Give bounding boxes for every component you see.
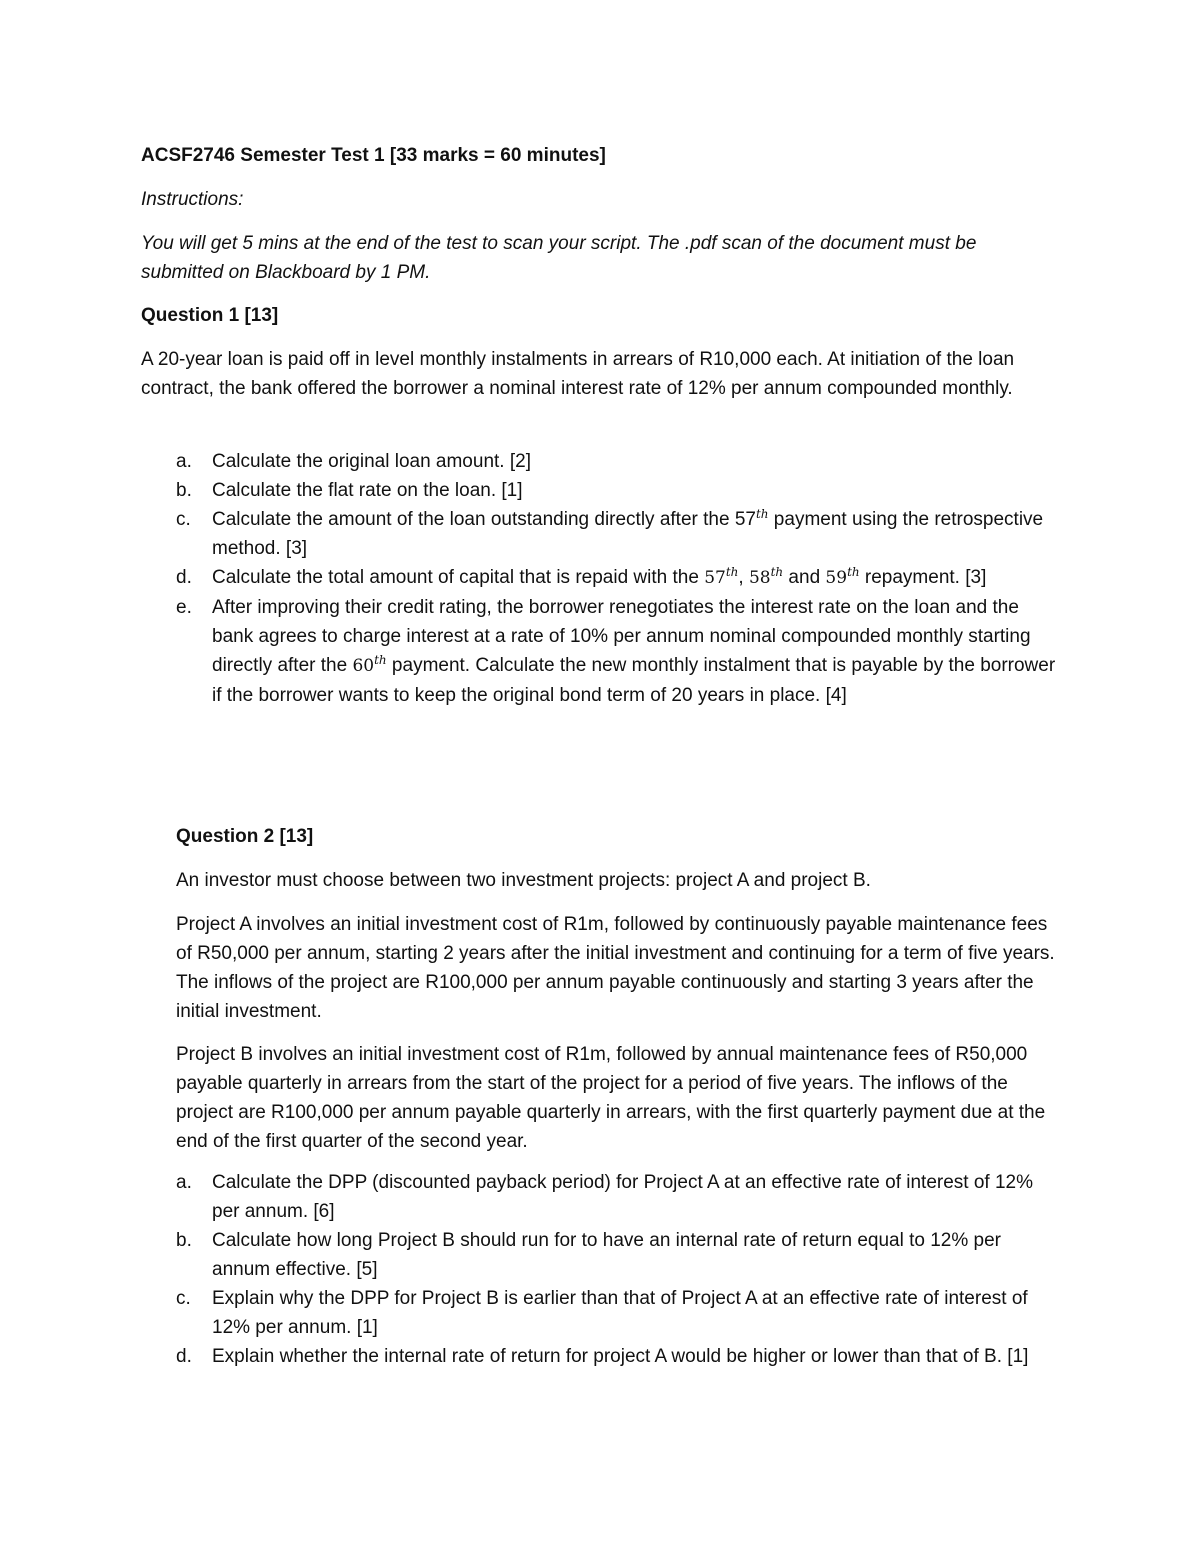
ordinal-number: 59	[825, 568, 848, 588]
item-text: Explain whether the internal rate of return for project A would be higher or lower than that of B. [1]	[212, 1346, 1029, 1367]
item-letter: c.	[176, 1288, 191, 1309]
item-text-post: payment. Calculate the new monthly instalment that is payable by the borrower if the borrower wants to keep the original bond term of 20 years in place. [4]	[212, 655, 1056, 706]
item-letter: b.	[176, 480, 192, 501]
question1-item-c	[176, 505, 1056, 563]
question2-item-d	[176, 1342, 1061, 1371]
item-text: Calculate the flat rate on the loan. [1]	[212, 480, 523, 501]
document-title: ACSF2746 Semester Test 1 [33 marks = 60 minutes]	[141, 145, 606, 166]
item-text-pre: Calculate the total amount of capital that is repaid with the	[212, 567, 705, 588]
item-text-mid: and	[783, 567, 826, 588]
item-text-post: payment using the retrospective method. [3]	[212, 509, 1044, 559]
project-b-description: Project B involves an initial investment cost of R1m, followed by annual maintenance fees of R50,000 payable quarterly in arrears from the start of the project for a period of five years. The inflows of the project are R100,000 per annum payable quarterly in arrears, with the first quarterly payment due at the end of the first quarter of the second year.	[176, 1044, 1046, 1152]
item-letter: d.	[176, 567, 192, 588]
question1-item-a	[176, 447, 1056, 476]
item-text: Explain why the DPP for Project B is earlier than that of Project A at an effective rate of interest of 12% per annum. [1]	[212, 1288, 1028, 1338]
question2-intro: An investor must choose between two investment projects: project A and project B.	[176, 870, 871, 891]
ordinal-suffix: th	[374, 653, 387, 667]
question2-items	[176, 1168, 1061, 1371]
question1-item-d	[176, 563, 1056, 593]
question2-heading: Question 2 [13]	[176, 826, 314, 847]
question1-heading: Question 1 [13]	[141, 305, 279, 326]
ordinal-number: 57	[704, 568, 726, 588]
question2-item-b	[176, 1226, 1061, 1284]
ordinal-suffix: th	[847, 565, 860, 579]
instructions-text: You will get 5 mins at the end of the test to scan your script. The .pdf scan of the document must be submitted on Blackboard by 1 PM.	[141, 233, 977, 283]
question1-item-b	[176, 476, 1056, 505]
question1-items	[176, 447, 1056, 710]
ordinal-suffix: th	[725, 565, 739, 579]
item-text-pre: After improving their credit rating, the borrower renegotiates the interest rate on the loan and the bank agrees to charge interest at a rate of 10% per annum nominal compounded monthly starting directly after the	[212, 597, 1031, 676]
item-letter: e.	[176, 597, 192, 618]
ordinal-suffix: th	[770, 565, 784, 579]
item-text-post: repayment. [3]	[859, 567, 987, 588]
item-text-mid: ,	[738, 567, 749, 588]
ordinal-number: 60	[352, 656, 375, 676]
item-letter: a.	[176, 1172, 192, 1193]
item-letter: b.	[176, 1230, 192, 1251]
question2-item-a	[176, 1168, 1061, 1226]
item-letter: c.	[176, 509, 191, 530]
ordinal-number: 58	[748, 568, 771, 588]
item-text: Calculate the DPP (discounted payback period) for Project A at an effective rate of interest of 12% per annum. [6]	[212, 1172, 1033, 1222]
question2-item-c	[176, 1284, 1061, 1342]
item-letter: d.	[176, 1346, 192, 1367]
instructions-label: Instructions:	[141, 189, 244, 210]
question1-intro: A 20-year loan is paid off in level monthly instalments in arrears of R10,000 each. At initiation of the loan contract, the bank offered the borrower a nominal interest rate of 12% per annum compounded monthly.	[141, 349, 1015, 399]
item-text: Calculate how long Project B should run for to have an internal rate of return equal to 12% per annum effective. [5]	[212, 1230, 1001, 1280]
question1-item-e	[176, 593, 1056, 710]
item-text-pre: Calculate the amount of the loan outstanding directly after the 57	[212, 509, 756, 530]
project-a-description: Project A involves an initial investment cost of R1m, followed by continuously payable maintenance fees of R50,000 per annum, starting 2 years after the initial investment and continuing for a term of five years. The inflows of the project are R100,000 per annum payable continuously and starting 3 years after the initial investment.	[176, 914, 1055, 1022]
item-text: Calculate the original loan amount. [2]	[212, 451, 531, 472]
ordinal-suffix: th	[755, 507, 769, 521]
item-letter: a.	[176, 451, 192, 472]
